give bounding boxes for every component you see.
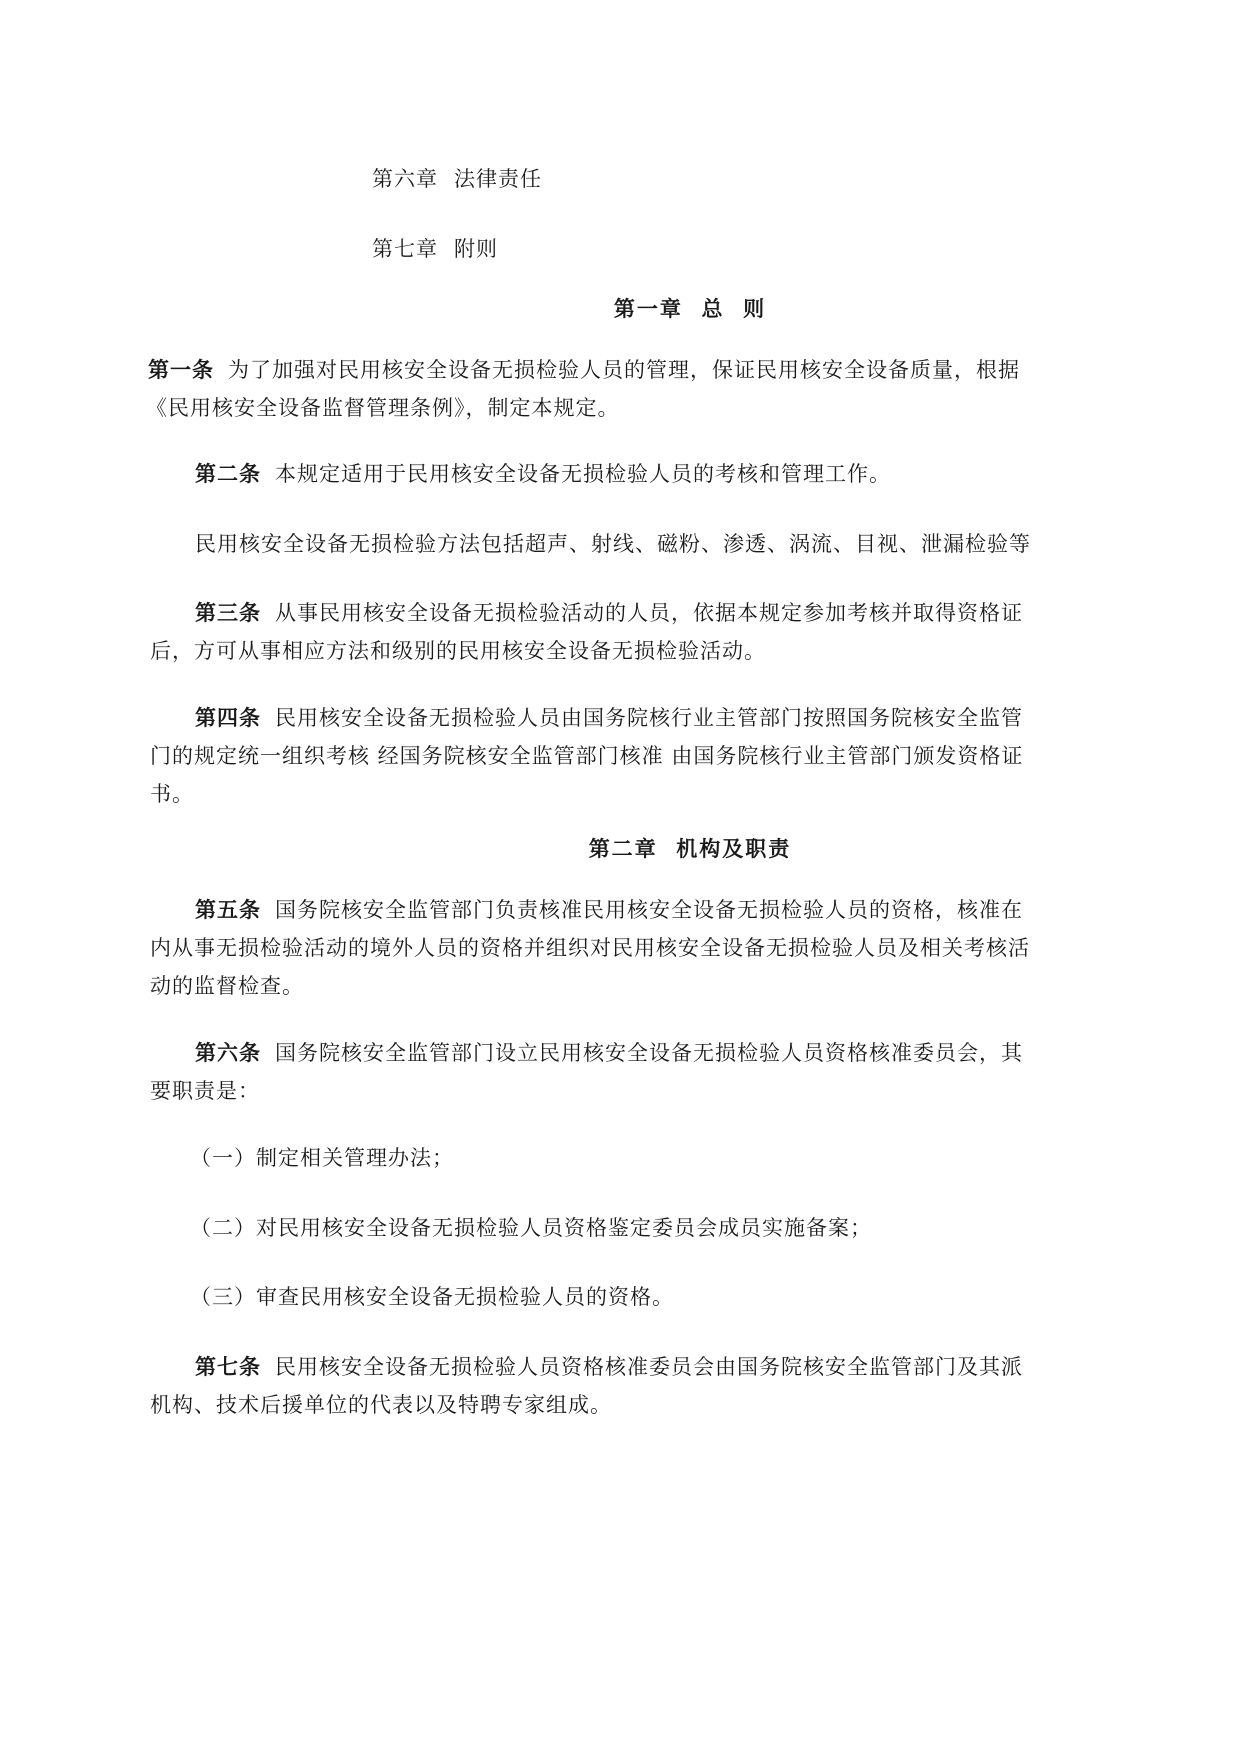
article-4-line-2: 门的规定统一组织考核 经国务院核安全监管部门核准 由国务院核行业主管部门颁发资格证	[150, 744, 1024, 768]
article-6-item-2: （二）对民用核安全设备无损检验人员资格鉴定委员会成员实施备案；	[190, 1216, 872, 1240]
article-5-line-1	[195, 895, 1023, 925]
article-6-line-1	[195, 1038, 1023, 1068]
article-5-line-2: 内从事无损检验活动的境外人员的资格并组织对民用核安全设备无损检验人员及相关考核活	[150, 936, 1030, 960]
article-2-text: 本规定适用于民用核安全设备无损检验人员的考核和管理工作。	[275, 462, 891, 486]
article-7-line-1	[195, 1352, 1023, 1382]
article-4-line-1	[195, 703, 1023, 733]
article-4-label: 第四条	[195, 706, 261, 730]
article-1-line-2: 《民用核安全设备监督管理条例》，制定本规定。	[146, 396, 620, 420]
toc-chapter-number: 第七章	[372, 237, 438, 261]
toc-chapter-title: 附则	[454, 237, 498, 261]
article-4-text: 民用核安全设备无损检验人员由国务院核行业主管部门按照国务院核安全监管	[275, 706, 1023, 730]
article-6-line-2: 要职责是：	[150, 1079, 260, 1103]
article-7-line-2: 机构、技术后援单位的代表以及特聘专家组成。	[150, 1393, 612, 1417]
article-3-text: 从事民用核安全设备无损检验活动的人员，依据本规定参加考核并取得资格证	[275, 601, 1023, 625]
article-4-line-3: 书。	[150, 782, 194, 806]
toc-chapter-title: 法律责任	[454, 167, 542, 191]
article-2-label: 第二条	[195, 462, 261, 486]
article-7-text: 民用核安全设备无损检验人员资格核准委员会由国务院核安全监管部门及其派	[275, 1355, 1023, 1379]
article-6-label: 第六条	[195, 1041, 261, 1065]
article-2-paragraph-2: 民用核安全设备无损检验方法包括超声、射线、磁粉、渗透、涡流、目视、泄漏检验等	[195, 532, 1031, 556]
article-5-text: 国务院核安全监管部门负责核准民用核安全设备无损检验人员的资格，核准在	[275, 898, 1023, 922]
article-3-line-2: 后，方可从事相应方法和级别的民用核安全设备无损检验活动。	[150, 639, 766, 663]
article-5-label: 第五条	[195, 898, 261, 922]
article-1-label: 第一条	[148, 358, 214, 382]
article-6-item-3: （三）审查民用核安全设备无损检验人员的资格。	[190, 1285, 674, 1309]
toc-chapter-number: 第六章	[372, 167, 438, 191]
article-5-line-3: 动的监督检查。	[150, 974, 304, 998]
article-3-line-1	[195, 598, 1023, 628]
chapter-2-heading: 第二章 机构及职责	[588, 837, 792, 861]
article-6-text: 国务院核安全监管部门设立民用核安全设备无损检验人员资格核准委员会，其	[275, 1041, 1023, 1065]
article-3-label: 第三条	[195, 601, 261, 625]
toc-entry-chapter-7	[372, 234, 498, 264]
article-1-text: 为了加强对民用核安全设备无损检验人员的管理，保证民用核安全设备质量，根据	[228, 358, 1020, 382]
toc-entry-chapter-6	[372, 164, 542, 194]
article-7-label: 第七条	[195, 1355, 261, 1379]
chapter-1-heading: 第一章 总 则	[613, 297, 767, 321]
article-6-item-1: （一）制定相关管理办法；	[190, 1146, 454, 1170]
article-2-line-1	[195, 459, 891, 489]
article-1-line-1	[148, 355, 1020, 385]
